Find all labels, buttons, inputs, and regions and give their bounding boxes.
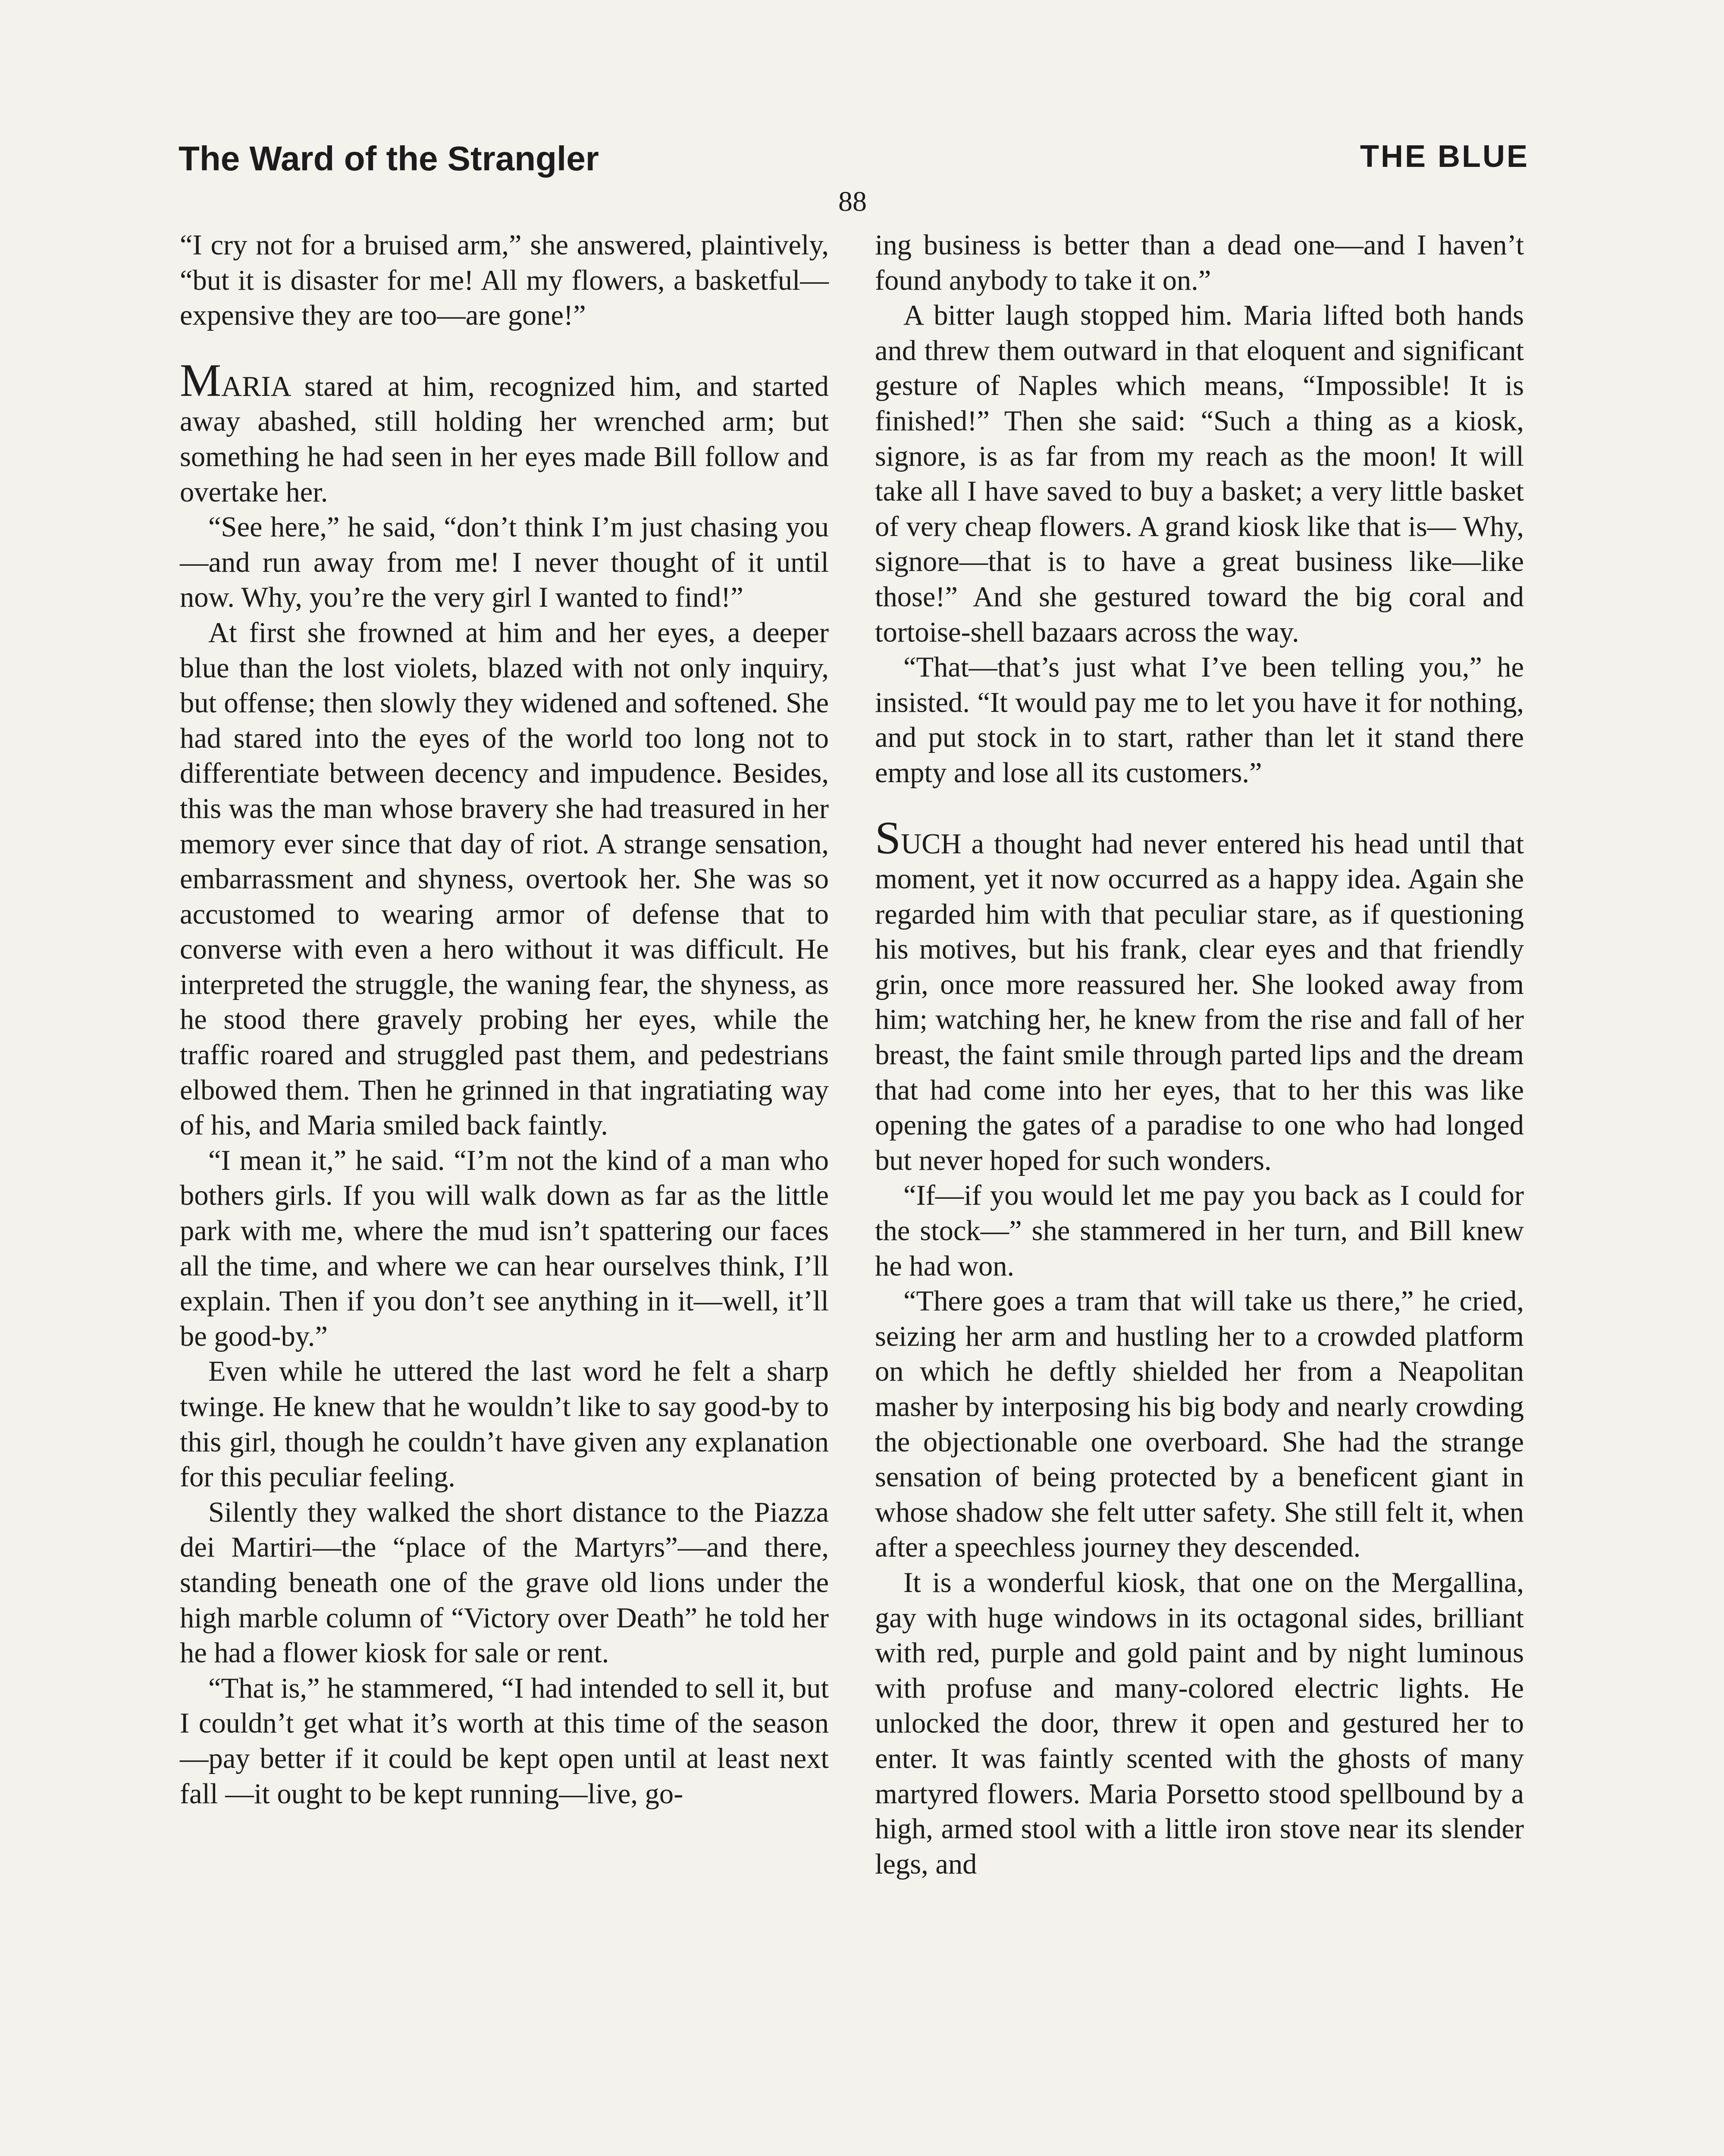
paragraph: “If—if you would let me pay you back as I could for the stock—” she stammered in her turn, and Bill knew he had won. [875, 1180, 1524, 1282]
paragraph-dropcap [875, 812, 1524, 1178]
paragraph: At first she frowned at him and her eyes, a deeper blue than the lost violets, blazed with not only inquiry, but offense; then slowly they widened and softened. She had stared into the eyes of the world too long not to differentiate between decency and impudence. Besides, this was the man whose bravery she had treasured in her memory ever since that day of riot. A strange sensation, embarrassment and shyness, overtook her. She was so accustomed to wearing armor of defense that to converse with even a hero without it was difficult. He interpreted the struggle, the waning fear, the shyness, as he stood there gravely probing her eyes, while the traffic roared and struggled past them, and pedestrians elbowed them. Then he grinned in that ingratiating way of his, and Maria smiled back faintly. [180, 617, 829, 1141]
paragraph: It is a wonderful kiosk, that one on the Mergallina, gay with huge windows in its octagonal sides, brilliant with red, purple and gold paint and by night luminous with profuse and many-colored electric lights. He unlocked the door, threw it open and gestured her to enter. It was faintly scented with the ghosts of many martyred flowers. Maria Porsetto stood spellbound by a high, armed stool with a little iron stove near its slender legs, and [875, 1567, 1524, 1880]
page-number: 88 [838, 186, 867, 217]
paragraph: “I cry not for a bruised arm,” she answered, plaintively, “but it is disaster for me! All my flowers, a basketful—expensive they are too—are gone!” [180, 229, 829, 332]
left-column [180, 228, 829, 1811]
running-title: The Ward of the Strangler [179, 139, 599, 178]
paragraph: ing business is better than a dead one—and I haven’t found anybody to take it on.” [875, 229, 1524, 296]
paragraph: “There goes a tram that will take us there,” he cried, seizing her arm and hustling her to a crowded platform on which he deftly shielded her from a Neapolitan masher by interposing his big body and nearly crowding the objectionable one overboard. She had the strange sensation of being protected by a beneficent giant in whose shadow she felt utter safety. She still felt it, when after a speechless journey they descended. [875, 1285, 1524, 1564]
paragraph-text: ARIA stared at him, recognized him, and started away abashed, still holding her wrenched arm; but something he had seen in her eyes made Bill follow and overtake her. [180, 370, 829, 508]
paragraph: A bitter laugh stopped him. Maria lifted both hands and threw them outward in that eloquent and significant gesture of Naples which means, “Impossible! It is finished!” Then she said: “Such a thing as a kiosk, signore, is as far from my reach as the moon! It will take all I have saved to buy a basket; a very little basket of very cheap flowers. A grand kiosk like that is— Why, signore—that is to have a great business like—like those!” And she gestured toward the big coral and tortoise-shell bazaars across the way. [875, 300, 1524, 648]
paragraph: “I mean it,” he said. “I’m not the kind of a man who bothers girls. If you will walk down as far as the little park with me, where the mud isn’t spattering our faces all the time, and where we can hear ourselves think, I’ll explain. Then if you don’t see anything in it—well, it’ll be good-by.” [180, 1144, 829, 1352]
drop-cap: M [180, 354, 222, 406]
paragraph-dropcap [180, 354, 829, 510]
paragraph: Silently they walked the short distance to the Piazza dei Martiri—the “place of the Martyrs”—and there, standing beneath one of the grave old lions under the high marble column of “Victory over Death” he told her he had a flower kiosk for sale or rent. [180, 1496, 829, 1669]
paragraph: “That—that’s just what I’ve been telling you,” he insisted. “It would pay me to let you have it for nothing, and put stock in to start, rather than let it stand there empty and lose all its customers.” [875, 652, 1524, 789]
paragraph: Even while he uttered the last word he felt a sharp twinge. He knew that he wouldn’t like to say good-by to this girl, though he couldn’t have given any explanation for this peculiar feeling. [180, 1356, 829, 1493]
paragraph-text: UCH a thought had never entered his head until that moment, yet it now occurred as a happy idea. Again she regarded him with that peculiar stare, as if questioning his motives, but his frank, clear eyes and that friendly grin, once more reassured her. She looked away from him; watching her, he knew from the rise and fall of her breast, the faint smile through parted lips and the dream that had come into her eyes, that to her this was like opening the gates of a paradise to one who had longed but never hoped for such wonders. [875, 828, 1524, 1176]
paragraph: “See here,” he said, “don’t think I’m just chasing you—and run away from me! I never thought of it until now. Why, you’re the very girl I wanted to find!” [180, 511, 829, 614]
drop-cap: S [875, 812, 901, 864]
magazine-name: THE BLUE [1360, 139, 1529, 174]
paragraph: “That is,” he stammered, “I had intended to sell it, but I couldn’t get what it’s worth at this time of the season—pay better if it could be kept open until at least next fall —it ought to be kept running—live, go- [180, 1672, 829, 1810]
right-column [875, 228, 1524, 1882]
